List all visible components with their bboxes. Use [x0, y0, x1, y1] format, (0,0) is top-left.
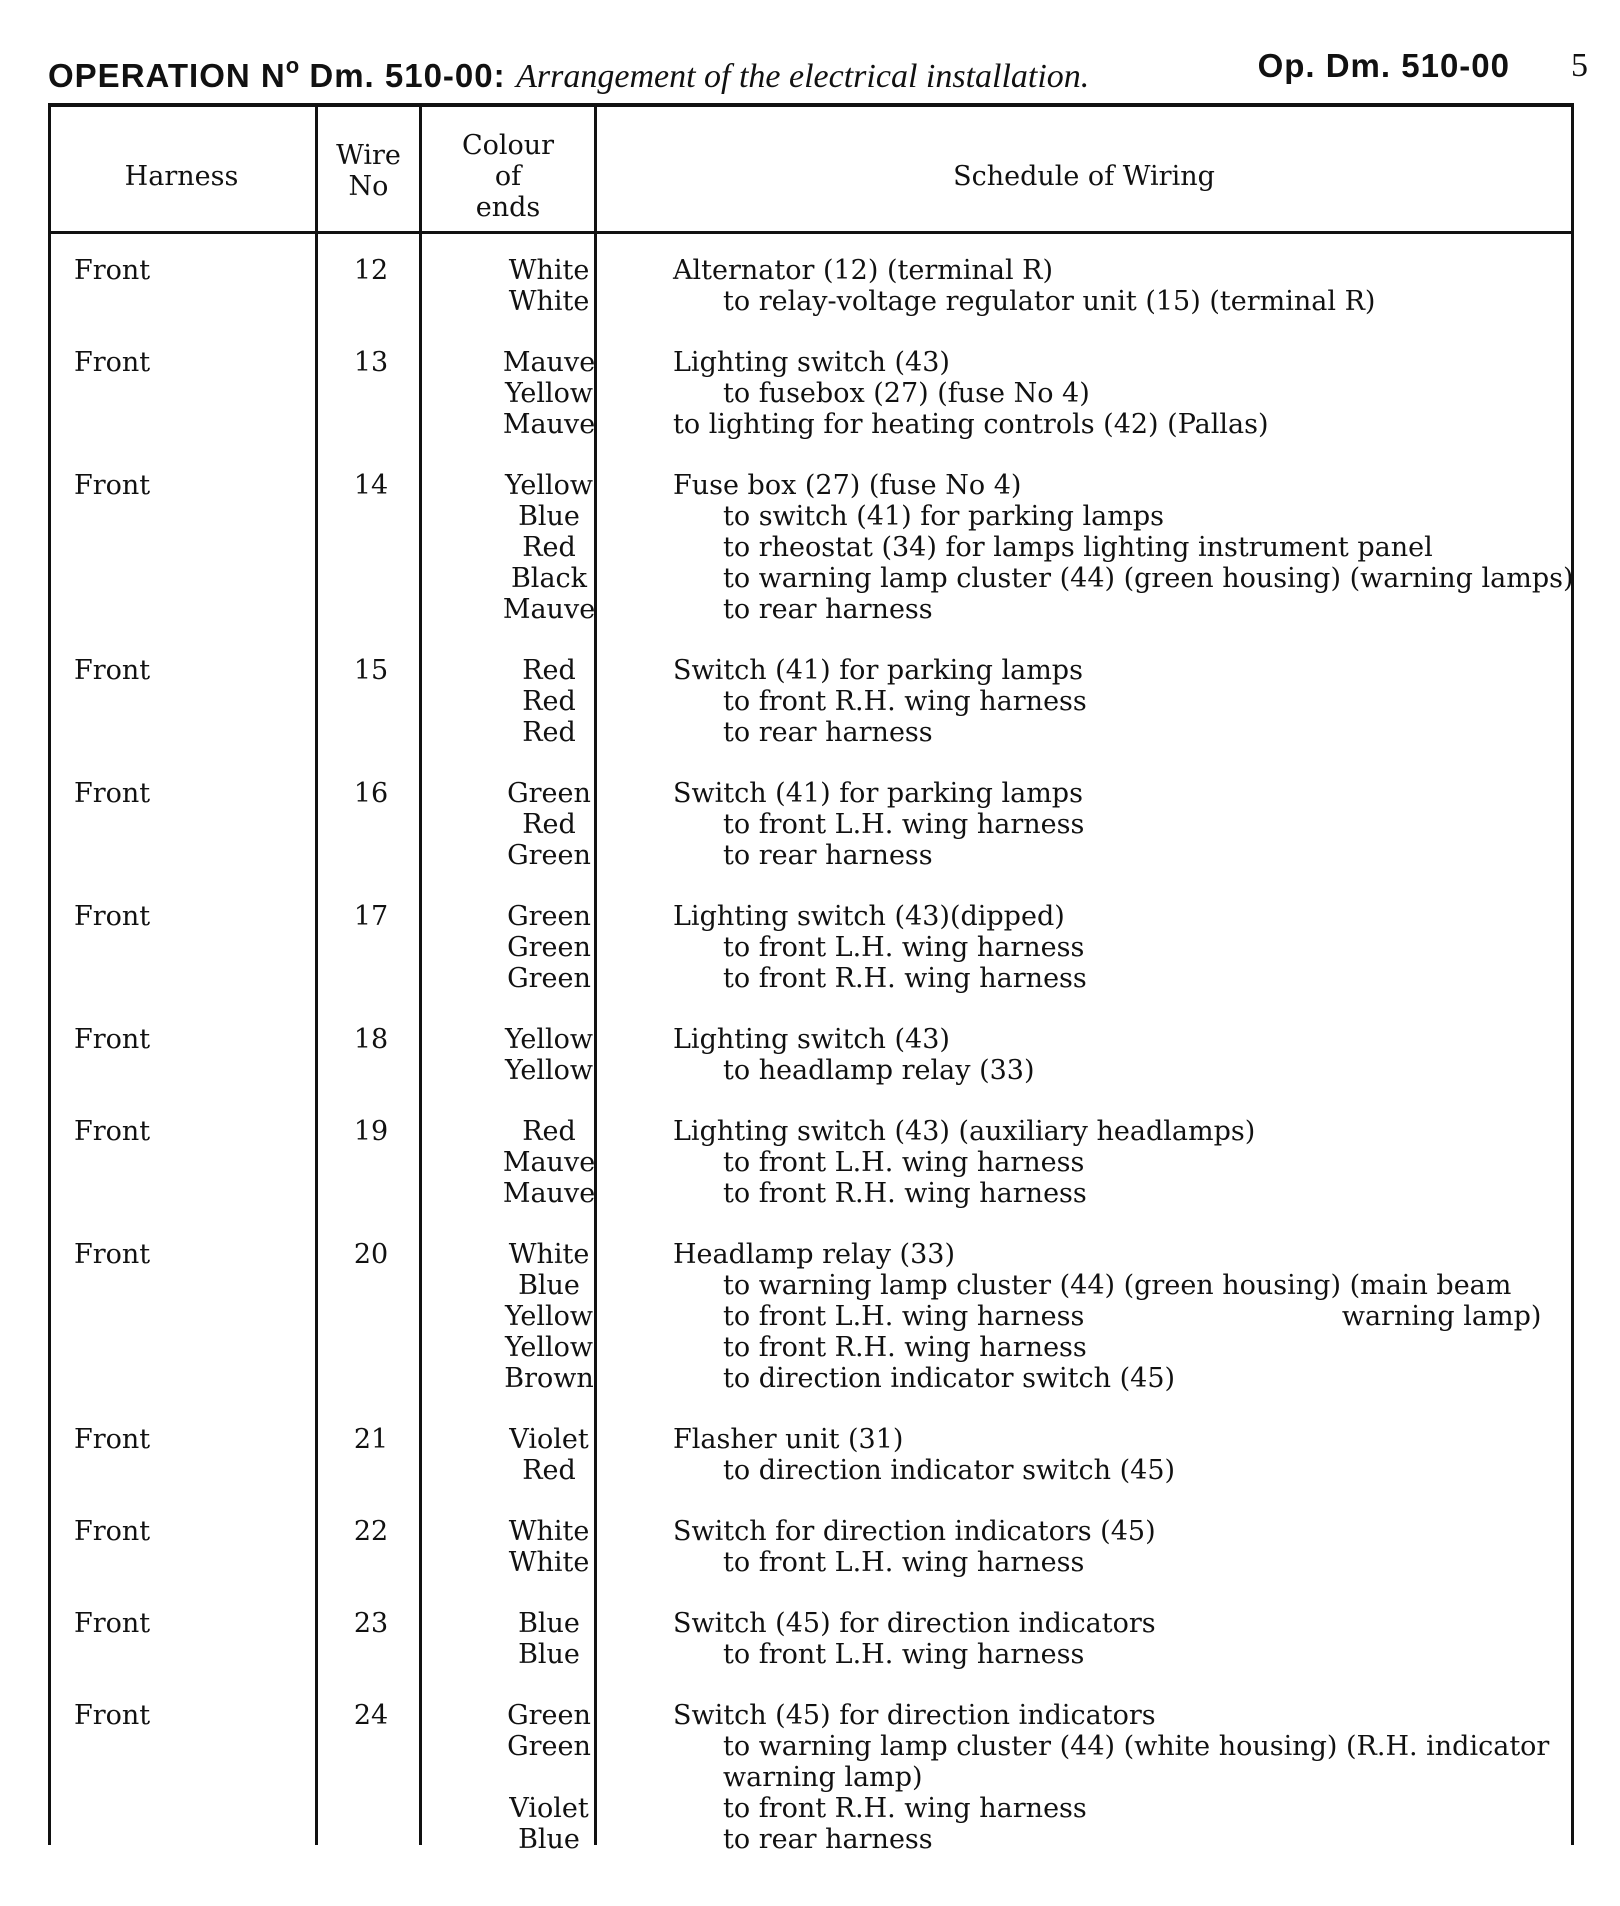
- colour-cell: [454, 1516, 644, 1578]
- wire-number-cell: 24: [353, 1700, 389, 1731]
- harness-cell: Front: [74, 347, 151, 378]
- wire-number-cell: 14: [353, 470, 389, 501]
- schedule-line: to rear harness: [723, 840, 933, 871]
- colour-cell: [454, 778, 644, 871]
- schedule-line: to front L.H. wing harness: [723, 1147, 1085, 1178]
- wire-number-cell: 17: [353, 901, 389, 932]
- schedule-cell: [673, 347, 1574, 440]
- schedule-line: to rheostat (34) for lamps lighting instrument panel: [723, 532, 1433, 563]
- schedule-cell: [673, 1116, 1574, 1209]
- harness-cell: Front: [74, 1608, 151, 1639]
- schedule-line: to front L.H. wing harness warning lamp): [723, 1301, 1542, 1332]
- colour-cell: [454, 1424, 644, 1486]
- harness-cell: Front: [74, 778, 151, 809]
- harness-cell: Front: [74, 1116, 151, 1147]
- schedule-cell: [673, 1700, 1574, 1855]
- schedule-line: to warning lamp cluster (44) (green housing) (main beam: [723, 1270, 1512, 1301]
- colour-value: Green: [507, 778, 591, 809]
- harness-cell: Front: [74, 1516, 151, 1547]
- column-header-colour: Colour of ends: [461, 130, 555, 223]
- schedule-line: Alternator (12) (terminal R): [673, 255, 1054, 286]
- schedule-line: to front L.H. wing harness: [723, 1547, 1085, 1578]
- colour-cell: [454, 901, 644, 994]
- schedule-line: to front L.H. wing harness: [723, 1639, 1085, 1670]
- page-title: Arrangement of the electrical installation.: [516, 58, 1090, 95]
- schedule-line: to lighting for heating controls (42) (Pallas): [673, 409, 1269, 440]
- page-number: 5: [1571, 47, 1588, 84]
- harness-cell: Front: [74, 255, 151, 286]
- colour-cell: [454, 655, 644, 748]
- colour-value: Green: [507, 901, 591, 932]
- schedule-line: Headlamp relay (33): [673, 1239, 955, 1270]
- colour-cell: [454, 347, 644, 440]
- colour-value: Mauve: [502, 1147, 596, 1178]
- colour-value: Green: [507, 840, 591, 871]
- harness-cell: Front: [74, 470, 151, 501]
- column-header-schedule: Schedule of Wiring: [953, 161, 1215, 192]
- wire-number-cell: 16: [353, 778, 389, 809]
- table-row: [48, 778, 1574, 871]
- colour-cell: [454, 1239, 644, 1394]
- column-header-harness: Harness: [124, 161, 239, 192]
- wire-number-cell: 22: [353, 1516, 389, 1547]
- colour-value: Mauve: [502, 594, 596, 625]
- colour-value: Red: [522, 809, 576, 840]
- table-row: [48, 1024, 1574, 1086]
- colour-cell: [454, 255, 644, 317]
- schedule-cell: [673, 470, 1574, 625]
- schedule-line: Switch (45) for direction indicators: [673, 1608, 1156, 1639]
- table-row: [48, 347, 1574, 440]
- schedule-line: Switch (41) for parking lamps: [673, 655, 1083, 686]
- schedule-cell: [673, 1239, 1574, 1394]
- table-row: [48, 255, 1574, 317]
- colour-value: Yellow: [504, 378, 594, 409]
- colour-value: Blue: [518, 1270, 580, 1301]
- colour-value: Mauve: [502, 1178, 596, 1209]
- colour-value: White: [508, 1547, 590, 1578]
- schedule-line: Switch (41) for parking lamps: [673, 778, 1083, 809]
- colour-value: Blue: [518, 1824, 580, 1855]
- colour-cell: [454, 1608, 644, 1670]
- harness-cell: Front: [74, 1700, 151, 1731]
- colour-value: Yellow: [504, 1024, 594, 1055]
- schedule-line: to switch (41) for parking lamps: [723, 501, 1164, 532]
- schedule-line: Flasher unit (31): [673, 1424, 904, 1455]
- colour-cell: [454, 1700, 644, 1855]
- colour-value: Mauve: [502, 347, 596, 378]
- colour-value: Red: [522, 532, 576, 563]
- table-row: [48, 1116, 1574, 1209]
- schedule-line: to front R.H. wing harness: [723, 963, 1087, 994]
- table-row: [48, 1516, 1574, 1578]
- harness-cell: Front: [74, 1024, 151, 1055]
- colour-value: White: [508, 1516, 590, 1547]
- schedule-line: to rear harness: [723, 1824, 933, 1855]
- schedule-cell: [673, 778, 1574, 871]
- colour-value: White: [508, 1239, 590, 1270]
- table-row: [48, 1424, 1574, 1486]
- wire-number-cell: 18: [353, 1024, 389, 1055]
- colour-value: Yellow: [504, 1301, 594, 1332]
- colour-value: Yellow: [504, 1055, 594, 1086]
- wiring-table-body: [48, 255, 1574, 1885]
- colour-value: Red: [522, 686, 576, 717]
- operation-code-right: Op. Dm. 510-00: [1257, 47, 1510, 84]
- wire-number-cell: 15: [353, 655, 389, 686]
- colour-value: Green: [507, 1700, 591, 1731]
- harness-cell: Front: [74, 655, 151, 686]
- operation-superscript: o: [285, 53, 300, 78]
- table-row: [48, 655, 1574, 748]
- colour-value: [454, 1762, 644, 1793]
- colour-value: Green: [507, 932, 591, 963]
- colour-value: Violet: [509, 1793, 589, 1824]
- colour-value: Blue: [518, 1639, 580, 1670]
- schedule-line: to rear harness: [723, 717, 933, 748]
- schedule-cell: [673, 1024, 1574, 1086]
- colour-value: Red: [522, 717, 576, 748]
- schedule-cell: [673, 1516, 1574, 1578]
- schedule-line: to rear harness: [723, 594, 933, 625]
- schedule-cell: [673, 1424, 1574, 1486]
- harness-cell: Front: [74, 901, 151, 932]
- colour-value: Green: [507, 1731, 591, 1762]
- schedule-line: to direction indicator switch (45): [723, 1455, 1176, 1486]
- colour-value: Black: [510, 563, 588, 594]
- wire-number-cell: 12: [353, 255, 389, 286]
- colour-value: Blue: [518, 501, 580, 532]
- schedule-cell: [673, 901, 1574, 994]
- colour-value: White: [508, 286, 590, 317]
- schedule-line: Switch (45) for direction indicators: [673, 1700, 1156, 1731]
- colour-value: Red: [522, 1116, 576, 1147]
- colour-cell: [454, 1024, 644, 1086]
- wire-number-cell: 20: [353, 1239, 389, 1270]
- schedule-line: to fusebox (27) (fuse No 4): [723, 378, 1090, 409]
- table-row: [48, 1239, 1574, 1394]
- colour-value: White: [508, 255, 590, 286]
- schedule-line: Lighting switch (43): [673, 1024, 950, 1055]
- table-row: [48, 470, 1574, 625]
- colour-value: Yellow: [504, 1332, 594, 1363]
- schedule-line: to front R.H. wing harness: [723, 1178, 1087, 1209]
- table-header-rule: [48, 231, 1574, 234]
- page-header: [48, 44, 1588, 95]
- schedule-line: Switch for direction indicators (45): [673, 1516, 1156, 1547]
- schedule-line: to relay-voltage regulator unit (15) (terminal R): [723, 286, 1376, 317]
- table-row: [48, 901, 1574, 994]
- colour-value: Brown: [504, 1363, 594, 1394]
- wire-number-cell: 13: [353, 347, 389, 378]
- colour-value: Yellow: [504, 470, 594, 501]
- schedule-cell: [673, 255, 1574, 317]
- column-header-wire-no: Wire No: [336, 140, 401, 202]
- schedule-line: to headlamp relay (33): [723, 1055, 1035, 1086]
- schedule-line: to warning lamp cluster (44) (white housing) (R.H. indicator: [723, 1731, 1550, 1762]
- schedule-line: Fuse box (27) (fuse No 4): [673, 470, 1022, 501]
- table-row: [48, 1700, 1574, 1855]
- schedule-line: Lighting switch (43): [673, 347, 950, 378]
- schedule-line: to front R.H. wing harness: [723, 1793, 1087, 1824]
- schedule-line: to front R.H. wing harness: [723, 1332, 1087, 1363]
- colour-cell: [454, 470, 644, 625]
- colour-value: Red: [522, 1455, 576, 1486]
- wire-number-cell: 23: [353, 1608, 389, 1639]
- schedule-line: Lighting switch (43) (auxiliary headlamps): [673, 1116, 1256, 1147]
- colour-value: Mauve: [502, 409, 596, 440]
- schedule-line: to warning lamp cluster (44) (green housing) (warning lamps): [723, 563, 1574, 594]
- schedule-line: to front L.H. wing harness: [723, 809, 1085, 840]
- wire-number-cell: 19: [353, 1116, 389, 1147]
- table-row: [48, 1608, 1574, 1670]
- harness-cell: Front: [74, 1424, 151, 1455]
- schedule-line: Lighting switch (43)(dipped): [673, 901, 1065, 932]
- colour-value: Red: [522, 655, 576, 686]
- schedule-cell: [673, 1608, 1574, 1670]
- wire-number-cell: 21: [353, 1424, 389, 1455]
- colour-value: Blue: [518, 1608, 580, 1639]
- colour-cell: [454, 1116, 644, 1209]
- table-top-rule: [48, 103, 1574, 107]
- colour-value: Green: [507, 963, 591, 994]
- schedule-line: to front R.H. wing harness: [723, 686, 1087, 717]
- colour-value: Violet: [509, 1424, 589, 1455]
- operation-prefix: OPERATION N: [48, 57, 286, 94]
- schedule-cell: [673, 655, 1574, 748]
- operation-code: Dm. 510-00:: [299, 57, 506, 94]
- schedule-line: to front L.H. wing harness: [723, 932, 1085, 963]
- schedule-line: to direction indicator switch (45): [723, 1363, 1176, 1394]
- schedule-line: warning lamp): [723, 1762, 923, 1793]
- harness-cell: Front: [74, 1239, 151, 1270]
